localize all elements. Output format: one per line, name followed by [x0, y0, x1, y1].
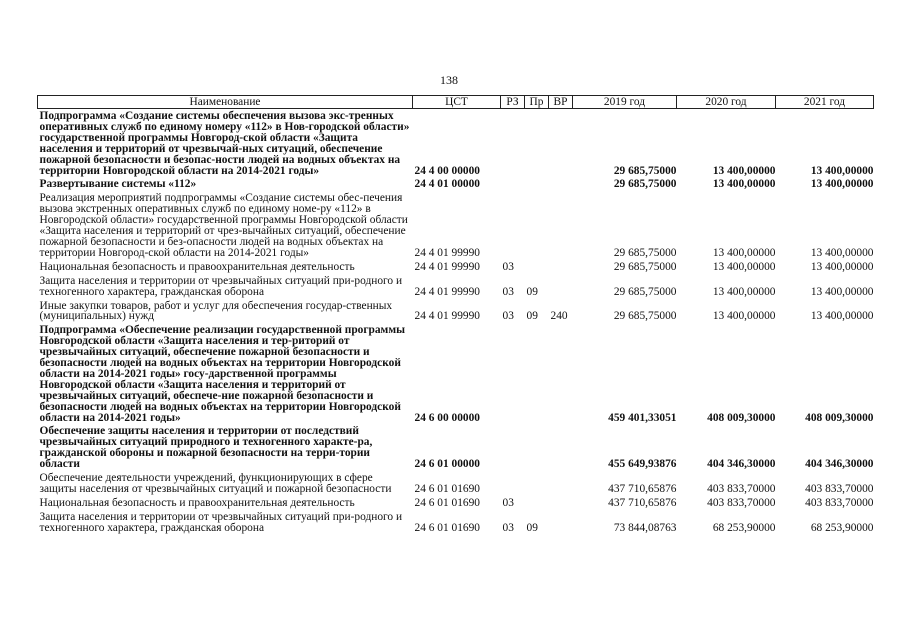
cell-vr [549, 470, 573, 495]
cell-2021: 13 400,00000 [810, 310, 874, 323]
cell-2021: 68 253,90000 [810, 521, 874, 534]
cell-pr: 09 [526, 521, 538, 534]
cell-2019: 29 685,75000 [613, 246, 677, 259]
cell-rz: 03 [502, 310, 514, 323]
cell-name: Защита населения и территории от чрезвычайных ситуаций при-родного и техногенного характера, гражданская оборона [39, 510, 403, 534]
cell-vr [549, 322, 573, 423]
cell-vr [549, 273, 573, 298]
table-row [38, 509, 874, 534]
cell-vr [549, 109, 573, 177]
cell-vr [549, 176, 573, 190]
table-row [38, 190, 874, 258]
cell-vr [549, 190, 573, 258]
cell-name: Защита населения и территории от чрезвычайных ситуаций при-родного и техногенного характера, гражданская оборона [39, 274, 403, 298]
table-row [38, 273, 874, 298]
cell-2020: 13 400,00000 [712, 164, 776, 177]
budget-table [37, 95, 874, 534]
cell-cst: 24 4 01 99990 [414, 260, 480, 273]
cell-2019: 73 844,08763 [613, 521, 677, 534]
cell-2020: 13 400,00000 [712, 285, 776, 298]
table-row [38, 259, 874, 273]
cell-rz: 03 [502, 496, 514, 509]
cell-pr: 09 [526, 285, 538, 298]
cell-name: Подпрограмма «Создание системы обеспечения вызова экс-тренных оперативных служб по единому номеру «112» в Нов-городской области» государственной программы Новгород-ской области «Защита населения и территорий от чрезвычай-ных ситуаций, обеспечение пожарной безопасности и безопас-ности людей на водных объектах на территории Новгородской области на 2014-2021 годы» [39, 110, 410, 177]
cell-2021: 403 833,70000 [805, 496, 874, 509]
cell-vr [549, 509, 573, 534]
cell-2021: 13 400,00000 [810, 178, 874, 191]
cell-2021: 13 400,00000 [810, 285, 874, 298]
cell-vr: 240 [550, 310, 568, 323]
cell-2020: 13 400,00000 [712, 178, 776, 191]
cell-2019: 29 685,75000 [613, 285, 677, 298]
table-header-row [38, 96, 874, 109]
cell-2021: 13 400,00000 [810, 164, 874, 177]
cell-2021: 404 346,30000 [805, 458, 874, 471]
cell-2020: 403 833,70000 [707, 483, 776, 495]
cell-rz [501, 109, 525, 177]
cell-name: Развертывание системы «112» [39, 178, 197, 191]
cell-rz [501, 470, 525, 495]
cell-rz: 03 [502, 260, 514, 273]
cell-cst: 24 6 01 01690 [414, 496, 480, 509]
cell-cst: 24 4 01 00000 [414, 178, 480, 191]
table-row [38, 423, 874, 470]
cell-cst: 24 6 01 01690 [414, 483, 480, 495]
cell-2019: 455 649,93876 [608, 458, 677, 471]
header-cst: ЦСТ [413, 96, 501, 109]
cell-name: Иные закупки товаров, работ и услуг для обеспечения государ-ственных (муниципальных) нужд [39, 299, 393, 323]
cell-name: Реализация мероприятий подпрограммы «Создание системы обес-печения вызова экстренных оперативных служб по единому номе-ру «112» в Новгородской области» государственной программы Новгородской области «Защита населения и территорий от чрез-вычайных ситуаций, обеспечение пожарной безопасности и без-опасности людей на водных объектах на территории Новгород-ской области на 2014-2021 годы» [39, 192, 408, 259]
header-rz: РЗ [501, 96, 525, 109]
table-row [38, 176, 874, 190]
page-number: 138 [440, 73, 458, 87]
cell-pr [525, 259, 549, 273]
header-2020: 2020 год [677, 96, 776, 109]
cell-cst: 24 6 01 00000 [414, 458, 480, 471]
cell-rz [501, 423, 525, 470]
cell-2019: 29 685,75000 [613, 310, 677, 323]
cell-rz: 03 [502, 521, 514, 534]
cell-pr [525, 322, 549, 423]
cell-cst: 24 4 01 99990 [414, 310, 480, 323]
cell-rz: 03 [502, 285, 514, 298]
cell-pr: 09 [526, 310, 538, 323]
cell-rz [501, 176, 525, 190]
table-row [38, 470, 874, 495]
cell-2020: 13 400,00000 [712, 260, 776, 273]
cell-vr [549, 423, 573, 470]
cell-2019: 437 710,65876 [608, 496, 677, 509]
table-row [38, 495, 874, 509]
cell-cst: 24 6 01 01690 [414, 521, 480, 534]
cell-pr [525, 423, 549, 470]
cell-2020: 408 009,30000 [707, 411, 776, 424]
cell-name: Обеспечение деятельности учреждений, функционирующих в сфере защиты населения от чрезвычайных ситуаций и пожарной безопасности [39, 472, 392, 495]
table-row [38, 322, 874, 423]
cell-vr [549, 259, 573, 273]
header-2021: 2021 год [776, 96, 874, 109]
cell-2019: 29 685,75000 [613, 164, 677, 177]
cell-2019: 29 685,75000 [613, 260, 677, 273]
cell-name: Национальная безопасность и правоохранительная деятельность [39, 260, 355, 273]
cell-2020: 68 253,90000 [712, 521, 776, 534]
cell-cst: 24 4 00 00000 [414, 164, 480, 177]
cell-2019: 437 710,65876 [608, 483, 677, 495]
cell-pr [525, 176, 549, 190]
cell-2019: 459 401,33051 [608, 411, 677, 424]
table-row [38, 298, 874, 323]
cell-2020: 13 400,00000 [712, 310, 776, 323]
cell-cst: 24 4 01 99990 [414, 246, 480, 259]
cell-name: Обеспечение защиты населения и территории от последствий чрезвычайных ситуаций природного и техногенного характе-ра, гражданской обороны и пожарной безопасности на терри-тории области [39, 425, 373, 471]
cell-2020: 403 833,70000 [707, 496, 776, 509]
cell-pr [525, 495, 549, 509]
cell-rz [501, 190, 525, 258]
cell-2021: 13 400,00000 [810, 260, 874, 273]
cell-2021: 408 009,30000 [805, 411, 874, 424]
cell-2020: 13 400,00000 [712, 246, 776, 259]
cell-pr [525, 190, 549, 258]
cell-vr [549, 495, 573, 509]
cell-cst: 24 6 00 00000 [414, 411, 480, 424]
header-pr: Пр [525, 96, 549, 109]
cell-rz [501, 322, 525, 423]
cell-2019: 29 685,75000 [613, 178, 677, 191]
cell-2020: 404 346,30000 [707, 458, 776, 471]
table-row [38, 109, 874, 177]
cell-2021: 403 833,70000 [805, 483, 874, 495]
cell-pr [525, 470, 549, 495]
header-2019: 2019 год [573, 96, 677, 109]
cell-name: Подпрограмма «Обеспечение реализации государственной программы Новгородской области «Защита населения и тер-риторий от чрезвычайных ситуаций, обеспечение пожарной безопасности и безопасности людей на водных объектах на территории Новгородской области на 2014-2021 годы» госу-дарственной программы Новгородской области «Защита населения и территорий от чрезвычайных ситуаций, обеспече-ние пожарной безопасности и безопасности людей на водных объектах на территории Новгородской области на 2014-2021 годы» [39, 324, 405, 424]
header-vr: ВР [549, 96, 573, 109]
cell-name: Национальная безопасность и правоохранительная деятельность [39, 496, 355, 509]
cell-2021: 13 400,00000 [810, 246, 874, 259]
header-name: Наименование [38, 96, 413, 109]
cell-cst: 24 4 01 99990 [414, 285, 480, 298]
cell-pr [525, 109, 549, 177]
